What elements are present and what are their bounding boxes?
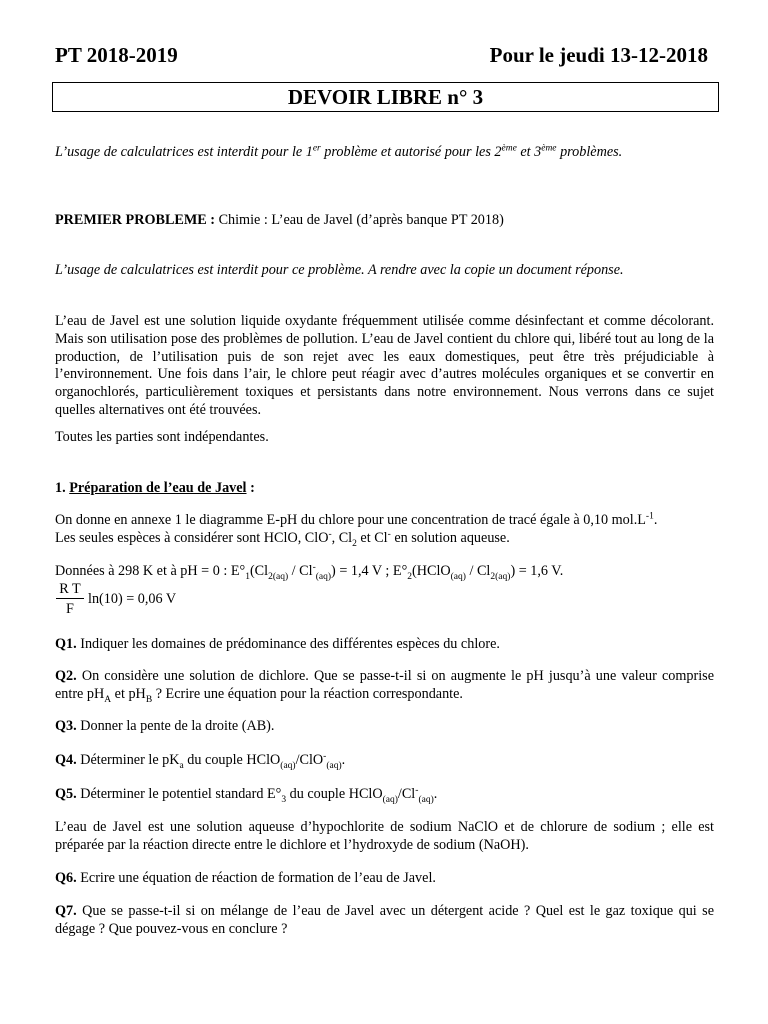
- question-q4: Q4. Déterminer le $pK_a$ du couple HClO$_{(aq)}$/ClO-$_{(aq)}$.: [55, 751, 346, 771]
- annex-paragraph: On donne en annexe 1 le diagramme E-pH du chlore pour une concentration de tracé égale à 0,10 $mol.L^{-1}$. Les seules espèces à considérer sont HClO, ClO-, $Cl_2$ et Cl- en solution aqueuse.: [55, 511, 658, 549]
- problem1-subject: Chimie : L’eau de Javel (d’après banque PT 2018): [215, 212, 504, 228]
- intro-paragraph: L’eau de Javel est une solution liquide oxydante fréquemment utilisée comme désinfectant et comme décolorant. Mais son utilisation pose des problèmes de pollution. L’eau de Javel contient du chlore qui, libéré tout au long de la production, de l’utilisation puis de son rejet avec les eaux domestiques, peut être très préjudiciable à l’environnement. Une fois dans l’air, le chlore peut réagir avec d’autres molécules organiques et se convertir en organochlorés, particulièrement toxiques et persistants dans notre environnement. Nous verrons dans ce sujet quelles alternatives ont été trouvées.: [55, 313, 714, 418]
- question-q2: Q2. On considère une solution de dichlore. Que se passe-t-il si on augmente le pH jusqu’à une valeur comprise entre $pH_A$ et $pH_B$ ? Ecrire une équation pour la réaction correspondante.: [55, 668, 714, 705]
- formula-numerator: R T: [56, 581, 84, 599]
- independence-note: Toutes les parties sont indépendantes.: [55, 429, 269, 445]
- formula-rest: ln(10) = 0,06 V: [88, 591, 177, 607]
- header-year: PT 2018-2019: [55, 43, 178, 67]
- problem1-label: PREMIER PROBLEME :: [55, 212, 216, 228]
- header-due-date: Pour le jeudi 13-12-2018: [489, 43, 708, 67]
- document-title: DEVOIR LIBRE n° 3: [52, 82, 719, 112]
- question-q1: Q1. Indiquer les domaines de prédominance des différentes espèces du chlore.: [55, 636, 500, 652]
- question-q5: Q5. Déterminer le potentiel standard $E^\circ_3$ du couple $HClO_{(aq)}/Cl^-_{(aq)}$.: [55, 785, 438, 805]
- question-q3: Q3. Donner la pente de la droite (AB).: [55, 718, 275, 734]
- calculator-note-problem1: L’usage de calculatrices est interdit pour ce problème. A rendre avec la copie un document réponse.: [55, 262, 624, 278]
- javel-definition: L’eau de Javel est une solution aqueuse d’hypochlorite de sodium NaClO et de chlorure de sodium ; elle est préparée par la réaction directe entre le dichlore et l’hydroxyde de sodium (NaOH).: [55, 819, 714, 853]
- problem1-heading: [55, 212, 714, 230]
- formula-fraction: [56, 581, 84, 617]
- data-line: Données à 298 K et à pH = 0 : $E^\circ_1(Cl_{2(aq)} / Cl^-_{(aq)}) = 1,4$ V ; $E^\circ_2(HClO_{(aq)} / Cl_{2(aq)}) = 1,6$ V.: [55, 562, 564, 582]
- formula-denominator: F: [66, 601, 74, 617]
- calculator-note: L’usage de calculatrices est interdit pour le 1er problème et autorisé pour les 2ème et 3ème problèmes.: [55, 143, 623, 160]
- question-q7: Q7. Que se passe-t-il si on mélange de l’eau de Javel avec un détergent acide ? Quel est le gaz toxique qui se dégage ? Que pouvez-vous en conclure ?: [55, 903, 714, 937]
- section1-heading: 1. Préparation de l’eau de Javel :: [55, 480, 255, 496]
- question-q6: Q6. Ecrire une équation de réaction de formation de l’eau de Javel.: [55, 870, 436, 886]
